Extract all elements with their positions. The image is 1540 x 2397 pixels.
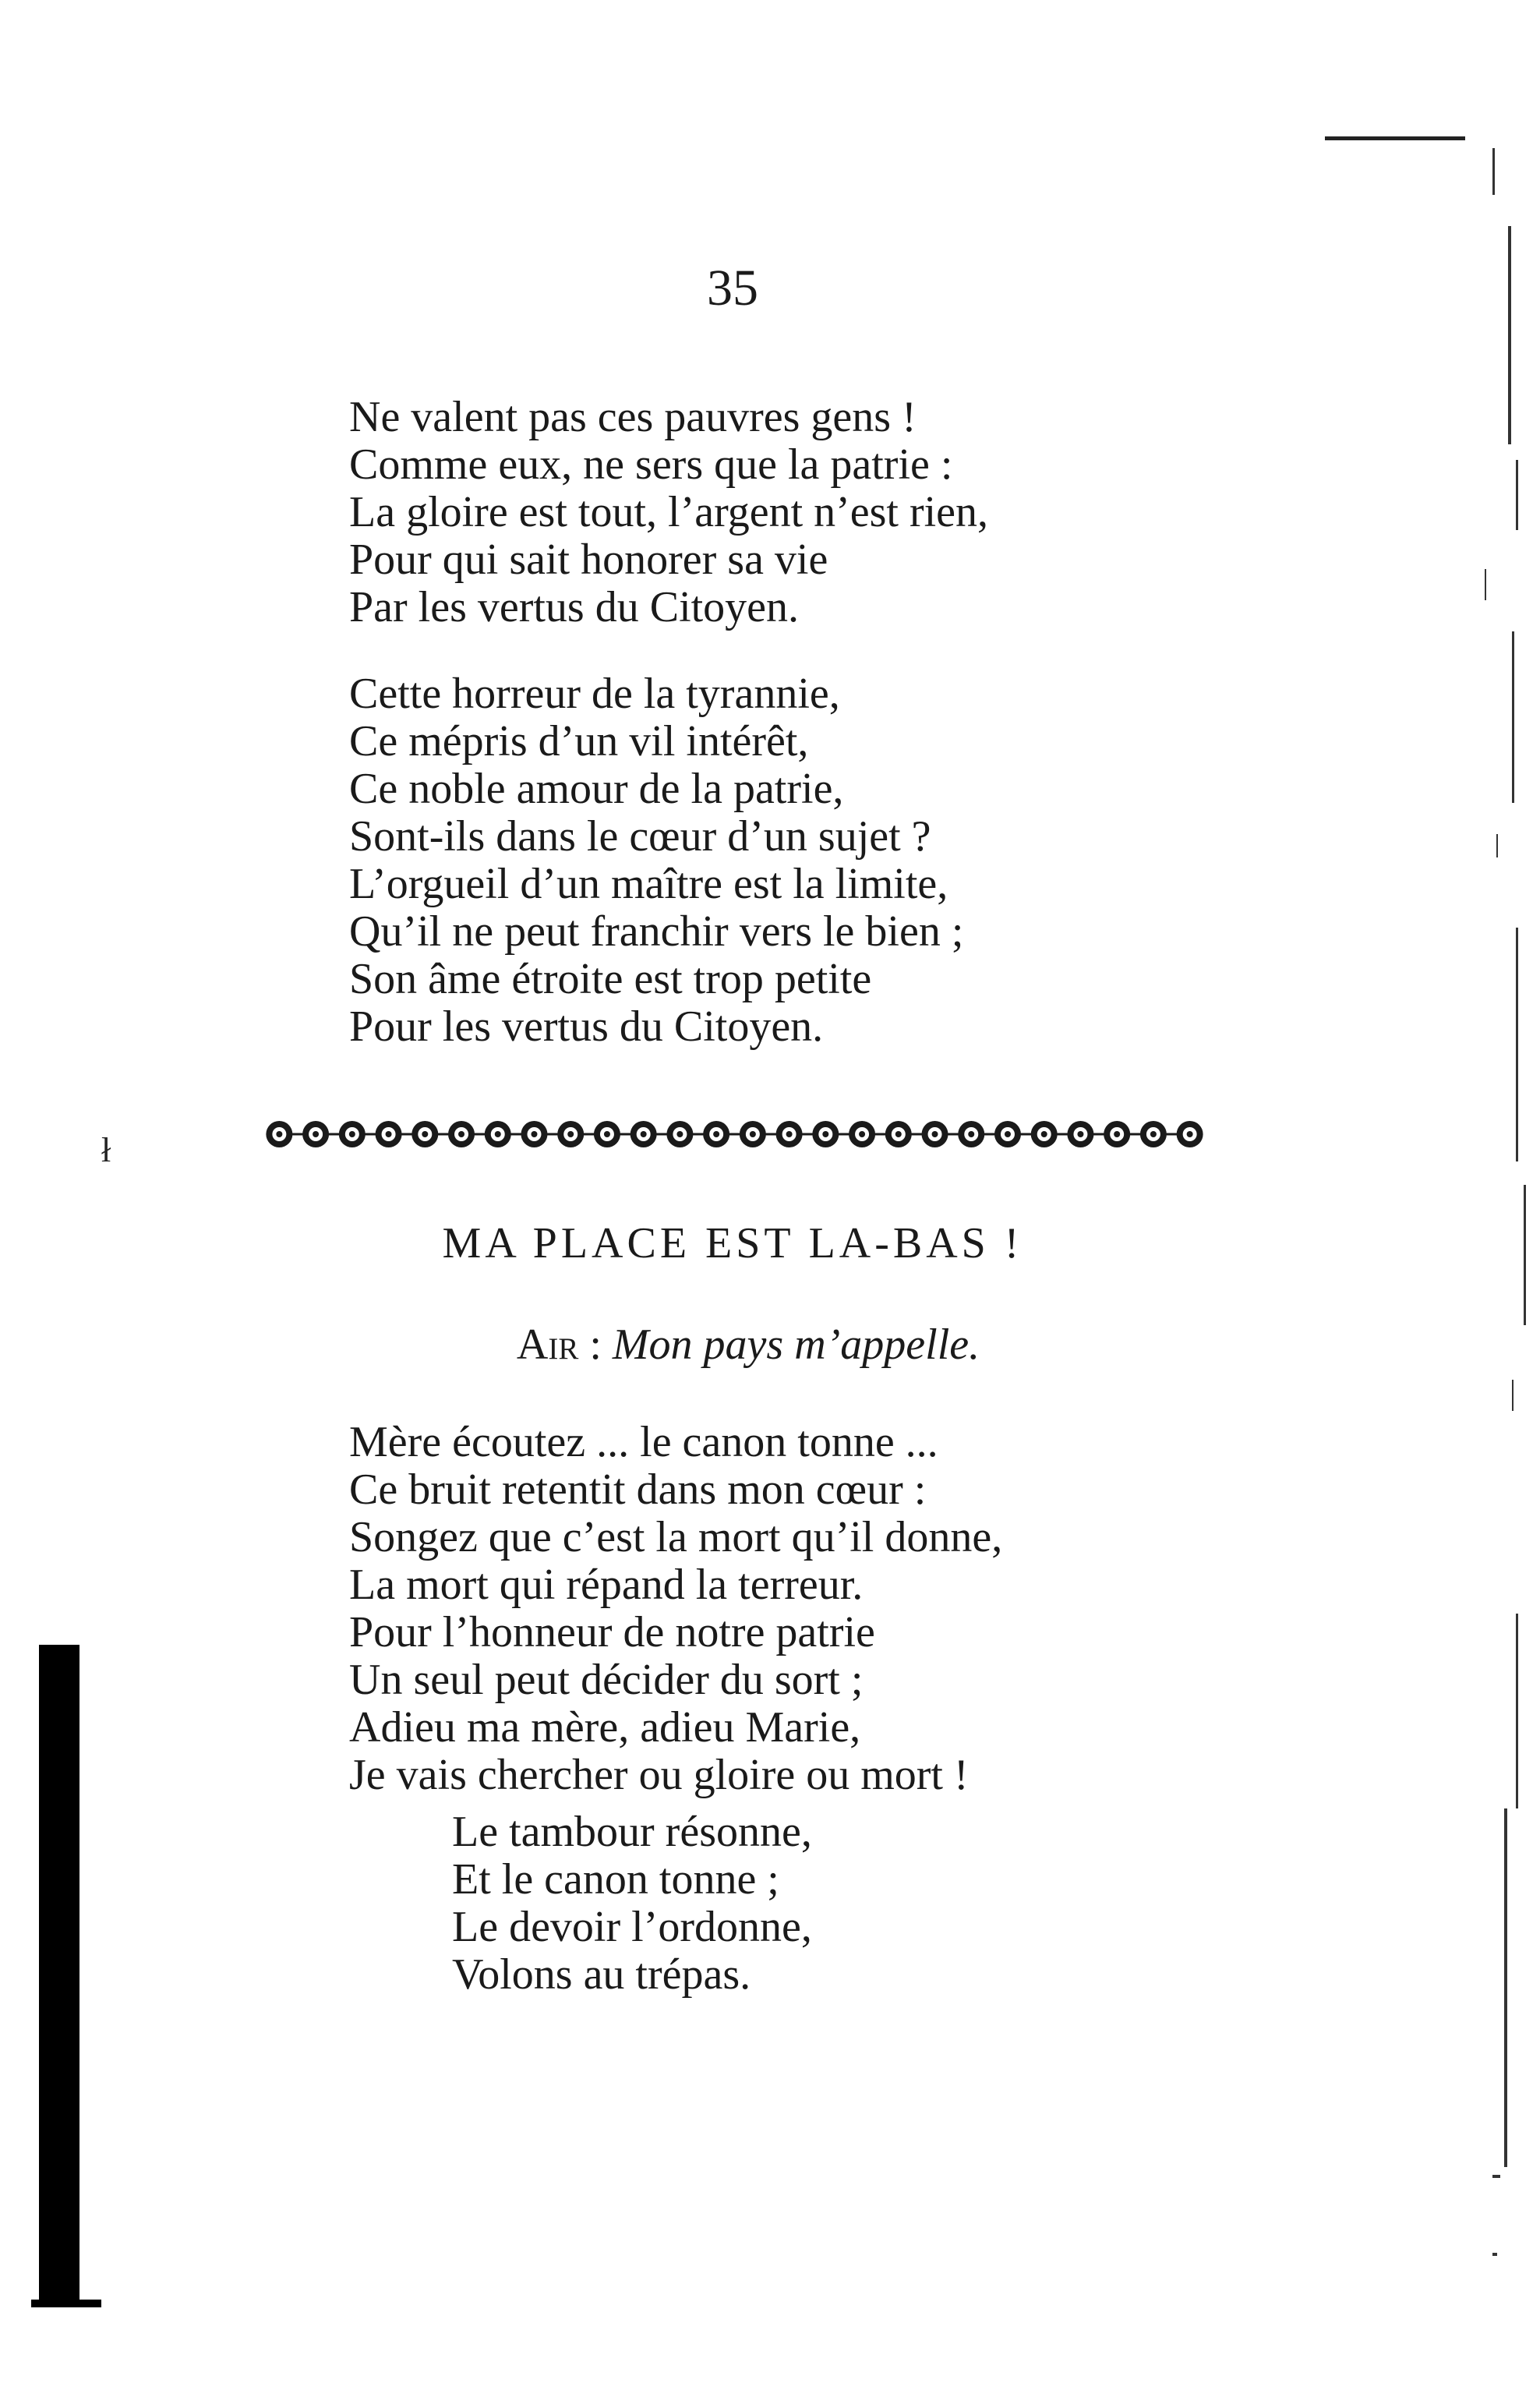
ornament-bead-dot (313, 1131, 319, 1137)
verse-line: La gloire est tout, l’argent n’est rien, (349, 488, 989, 536)
ornament-bead-dot (859, 1131, 865, 1137)
verse-line: Le tambour résonne, (452, 1808, 812, 1856)
verse-line: Volons au trépas. (452, 1950, 751, 1999)
verse-line: Je vais chercher ou gloire ou mort ! (349, 1751, 969, 1799)
ornament-bead-dot (567, 1131, 574, 1137)
ornament-bead-dot (932, 1131, 938, 1137)
verse-line: Pour qui sait honorer sa vie (349, 536, 828, 584)
poem-stanza (349, 670, 963, 1051)
scan-edge-specks (1438, 133, 1531, 2284)
verse-line: Mère écoutez ... le canon tonne ... (349, 1418, 938, 1466)
ornament-bead-dot (750, 1131, 756, 1137)
ornament-bead-dot (1150, 1131, 1157, 1137)
song-stanza (349, 1419, 1002, 1799)
verse-line: Qu’il ne peut franchir vers le bien ; (349, 907, 964, 956)
margin-mark: ł (101, 1131, 111, 1169)
ornament-bead-dot (968, 1131, 974, 1137)
verse-line: Pour l’honneur de notre patrie (349, 1608, 875, 1656)
ornament-bead-dot (458, 1131, 464, 1137)
verse-line: Sont-ils dans le cœur d’un sujet ? (349, 812, 931, 861)
song-refrain (452, 1808, 812, 1999)
ornament-bead-dot (422, 1131, 428, 1137)
ornament-bead-dot (1114, 1131, 1120, 1137)
verse-line: Pour les vertus du Citoyen. (349, 1002, 824, 1051)
ornament-bead-dot (1077, 1131, 1083, 1137)
verse-line: Cette horreur de la tyrannie, (349, 670, 840, 718)
verse-line: Comme eux, ne sers que la patrie : (349, 440, 953, 489)
verse-line: Ce noble amour de la patrie, (349, 765, 844, 813)
air-label: Air : (516, 1320, 602, 1369)
air-tune: Mon pays m’appelle. (612, 1320, 980, 1369)
ornament-bead-dot (1041, 1131, 1047, 1137)
verse-line: Adieu ma mère, adieu Marie, (349, 1703, 861, 1752)
song-air-line (436, 1317, 1060, 1372)
verse-line: Un seul peut décider du sort ; (349, 1656, 864, 1704)
verse-line: Ne valent pas ces pauvres gens ! (349, 393, 917, 441)
verse-line: Et le canon tonne ; (452, 1855, 779, 1904)
verse-line: La mort qui répand la terreur. (349, 1561, 864, 1609)
song-title: MA PLACE EST LA-BAS ! (442, 1219, 1023, 1267)
ornament-bead-dot (676, 1131, 683, 1137)
page-number: 35 (707, 260, 758, 316)
verse-line: Ce bruit retentit dans mon cœur : (349, 1465, 927, 1514)
verse-line: Songez que c’est la mort qu’il donne, (349, 1513, 1003, 1561)
verse-line: Le devoir l’ordonne, (452, 1903, 812, 1951)
verse-line: L’orgueil d’un maître est la limite, (349, 860, 948, 908)
ornament-bead-dot (641, 1131, 647, 1137)
ornament-bead-dot (822, 1131, 828, 1137)
ornament-bead-dot (786, 1131, 793, 1137)
ornament-bead-dot (713, 1131, 719, 1137)
binding-shadow (39, 1645, 79, 2307)
verse-line: Son âme étroite est trop petite (349, 955, 872, 1003)
verse-line: Par les vertus du Citoyen. (349, 583, 800, 631)
ornament-bead-dot (495, 1131, 501, 1137)
poem-stanza (349, 394, 988, 631)
ornament-bead-dot (349, 1131, 355, 1137)
ornament-bead-dot (386, 1131, 392, 1137)
ornament-bead-dot (531, 1131, 537, 1137)
ornament-bead-dot (895, 1131, 902, 1137)
ornament-bead-dot (276, 1131, 282, 1137)
ornament-divider (261, 1111, 1208, 1158)
ornament-bead-dot (604, 1131, 610, 1137)
ornament-bead-dot (1187, 1131, 1193, 1137)
binding-shadow-foot (31, 2300, 101, 2307)
verse-line: Ce mépris d’un vil intérêt, (349, 717, 809, 765)
ornament-bead-dot (1005, 1131, 1011, 1137)
